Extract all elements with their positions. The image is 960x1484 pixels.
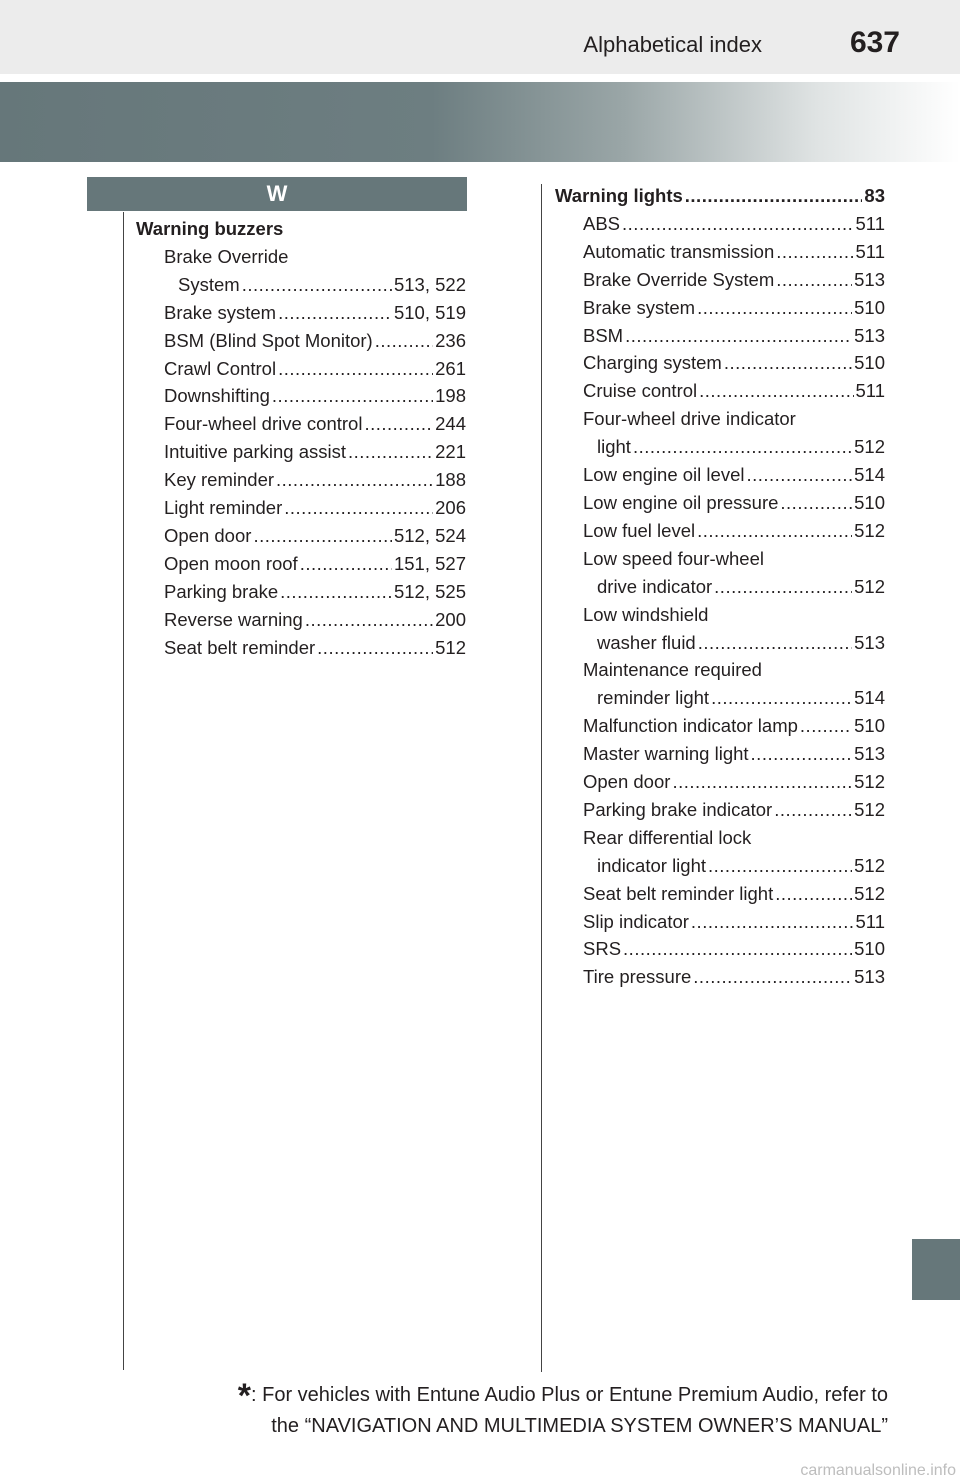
index-entry-line: Low speed four-wheel [583, 547, 764, 569]
index-entry [136, 578, 466, 606]
index-entry [136, 271, 466, 299]
page-ref-link[interactable]: 206 [435, 497, 466, 519]
entry-label: washer fluid [597, 631, 696, 653]
index-entry [136, 606, 466, 634]
index-entry [136, 550, 466, 578]
entry-label: Cruise control [583, 380, 698, 402]
leader-dots [693, 963, 852, 991]
entry-label: Reverse warning [164, 608, 303, 630]
page-ref-link[interactable]: 510 [854, 491, 885, 513]
chapter-banner [0, 82, 960, 162]
index-entry [555, 238, 885, 266]
entry-label: Master warning light [583, 743, 749, 765]
index-entry [136, 355, 466, 383]
index-entry [555, 629, 885, 657]
leader-dots [691, 908, 854, 936]
index-entry [136, 299, 466, 327]
page-ref-link[interactable]: 244 [435, 413, 466, 435]
leader-dots [724, 349, 852, 377]
leader-dots [623, 935, 852, 963]
page-ref-link[interactable]: 512 [854, 854, 885, 876]
leader-dots [625, 322, 852, 350]
entry-label: Slip indicator [583, 910, 689, 932]
index-entry [555, 433, 885, 461]
leader-dots [278, 355, 433, 383]
entry-label: Open door [583, 771, 671, 793]
entry-label: Four-wheel drive control [164, 413, 363, 435]
leader-dots [300, 550, 392, 578]
leader-dots [800, 712, 852, 740]
leader-dots [697, 294, 852, 322]
entry-label: Low engine oil pressure [583, 491, 779, 513]
leader-dots [746, 461, 852, 489]
column-divider [541, 184, 542, 1372]
page-ref-link[interactable]: 513 [854, 324, 885, 346]
page-ref-link[interactable]: 511 [855, 240, 885, 262]
page-ref-link[interactable]: 511 [855, 910, 885, 932]
footnote-line-2: the “NAVIGATION AND MULTIMEDIA SYSTEM OWNER’S MANUAL” [271, 1415, 888, 1437]
page-ref-link[interactable]: 510, 519 [393, 301, 466, 323]
leader-dots [776, 238, 853, 266]
index-heading-warning-lights [555, 182, 885, 210]
index-entry [555, 489, 885, 517]
entry-label: BSM [583, 324, 624, 346]
index-entry [555, 573, 885, 601]
page-ref-link[interactable]: 188 [435, 469, 466, 491]
entry-label: Warning lights [555, 185, 683, 206]
page-ref-link[interactable]: 261 [435, 357, 466, 379]
leader-dots [280, 578, 392, 606]
page-ref-link[interactable]: 510 [854, 938, 885, 960]
leader-dots [714, 573, 852, 601]
index-entry [555, 963, 885, 991]
entry-label: Automatic transmission [583, 240, 775, 262]
index-entry [555, 880, 885, 908]
right-entry-list [555, 210, 885, 991]
entry-label: Brake system [583, 296, 696, 318]
index-entry [136, 634, 466, 662]
entry-label: Malfunction indicator lamp [583, 715, 798, 737]
entry-label: Open door [164, 524, 252, 546]
entry-label: Seat belt reminder [164, 636, 316, 658]
index-entry [555, 684, 885, 712]
footnote-line-1 [143, 1377, 888, 1415]
page-ref-link[interactable]: 513 [854, 743, 885, 765]
page-number: 637 [849, 26, 900, 59]
index-entry [555, 266, 885, 294]
page-ref-link[interactable]: 512 [435, 636, 466, 658]
index-entry [555, 377, 885, 405]
leader-dots [375, 327, 433, 355]
page-ref-link[interactable]: 512, 525 [393, 580, 466, 602]
page-ref-link[interactable]: 221 [435, 441, 466, 463]
index-entry [136, 382, 466, 410]
page-ref-link[interactable]: 514 [854, 464, 885, 486]
entry-label: drive indicator [597, 575, 713, 597]
page-ref-link[interactable]: 510 [854, 715, 885, 737]
page-ref-link[interactable]: 514 [854, 687, 885, 709]
right-column [555, 182, 885, 991]
leader-dots [305, 606, 433, 634]
page-ref-link[interactable]: 513 [854, 268, 885, 290]
entry-label: Open moon roof [164, 552, 298, 574]
page-ref-link[interactable]: 512 [854, 519, 885, 541]
entry-label: Tire pressure [583, 966, 692, 988]
leader-dots [697, 517, 852, 545]
entry-label: ABS [583, 212, 621, 234]
page-ref-link[interactable]: 510 [854, 352, 885, 374]
leader-dots [242, 271, 392, 299]
entry-label: light [597, 436, 631, 458]
entry-label: Parking brake [164, 580, 279, 602]
leader-dots [775, 880, 852, 908]
leader-dots [711, 684, 852, 712]
page-ref-link[interactable]: 513, 522 [393, 273, 466, 295]
index-entry [555, 517, 885, 545]
footnote-text-1: : For vehicles with Entune Audio Plus or Entune Premium Audio, refer to [251, 1384, 888, 1406]
index-entry [555, 210, 885, 238]
entry-label: Brake system [164, 301, 277, 323]
page-ref-link[interactable]: 513 [854, 966, 885, 988]
entry-label: Downshifting [164, 385, 270, 407]
left-column [136, 215, 466, 662]
page-ref-link[interactable]: 512 [854, 882, 885, 904]
page-ref-link[interactable]: 511 [855, 212, 885, 234]
index-entry-line: Low windshield [583, 603, 709, 625]
leader-dots [699, 377, 853, 405]
page-ref-link[interactable]: 511 [855, 380, 885, 402]
page-ref-link[interactable]: 510 [854, 296, 885, 318]
leader-dots [776, 266, 852, 294]
page-ref-link[interactable]: 83 [864, 185, 885, 206]
page-ref-link[interactable]: 200 [435, 608, 466, 630]
index-entry [555, 852, 885, 880]
leader-dots [633, 433, 852, 461]
header-title: Alphabetical index [583, 32, 762, 57]
index-entry [555, 796, 885, 824]
page-header [0, 0, 960, 74]
left-column-rule [123, 212, 124, 1370]
page-ref-link[interactable]: 151, 527 [393, 552, 466, 574]
index-entry [136, 327, 466, 355]
entry-label: Intuitive parking assist [164, 441, 347, 463]
entry-label: BSM (Blind Spot Monitor) [164, 329, 373, 351]
index-entry [136, 410, 466, 438]
index-entry-line: Four-wheel drive indicator [583, 408, 796, 430]
page-ref-link[interactable]: 512 [854, 436, 885, 458]
entry-label: Charging system [583, 352, 722, 374]
index-heading-warning-buzzers: Warning buzzers [136, 218, 284, 239]
index-thumb-tab[interactable] [912, 1239, 960, 1300]
entry-label: Seat belt reminder light [583, 882, 774, 904]
page-ref-link[interactable]: 512 [854, 575, 885, 597]
page-ref-link[interactable]: 236 [435, 329, 466, 351]
leader-dots [272, 382, 433, 410]
index-entry-line: Brake Override [164, 245, 289, 267]
footnote [143, 1377, 888, 1441]
entry-label: SRS [583, 938, 622, 960]
index-entry [555, 349, 885, 377]
leader-dots [774, 796, 852, 824]
index-entry [136, 494, 466, 522]
index-entry [136, 438, 466, 466]
page-ref-link[interactable]: 198 [435, 385, 466, 407]
leader-dots [253, 522, 392, 550]
index-entry [555, 294, 885, 322]
index-entry [555, 740, 885, 768]
leader-dots [685, 182, 863, 210]
index-entry [555, 461, 885, 489]
index-entry [555, 712, 885, 740]
leader-dots [780, 489, 852, 517]
leader-dots [708, 852, 852, 880]
leader-dots [284, 494, 433, 522]
leader-dots [276, 466, 433, 494]
leader-dots [348, 438, 433, 466]
leader-dots [622, 210, 853, 238]
index-entry [555, 908, 885, 936]
leader-dots [278, 299, 392, 327]
entry-label: System [178, 273, 240, 295]
page-ref-link[interactable]: 512 [854, 771, 885, 793]
left-entry-list [136, 299, 466, 662]
section-letter-heading: W [87, 177, 467, 211]
page-ref-link[interactable]: 512 [854, 798, 885, 820]
index-entry-line: Rear differential lock [583, 826, 752, 848]
index-entry-line: Maintenance required [583, 659, 762, 681]
index-entry [136, 466, 466, 494]
entry-label: Low fuel level [583, 519, 696, 541]
entry-label: Crawl Control [164, 357, 277, 379]
entry-label: Key reminder [164, 469, 275, 491]
index-entry [555, 935, 885, 963]
leader-dots [672, 768, 852, 796]
entry-label: reminder light [597, 687, 710, 709]
entry-label: Light reminder [164, 497, 283, 519]
index-entry [136, 522, 466, 550]
watermark: carmanualsonline.info [800, 1462, 956, 1479]
leader-dots [751, 740, 853, 768]
entry-label: Brake Override System [583, 268, 775, 290]
asterisk-marker: * [237, 1377, 251, 1415]
leader-dots [317, 634, 433, 662]
page-ref-link[interactable]: 513 [854, 631, 885, 653]
index-entry [555, 322, 885, 350]
leader-dots [698, 629, 852, 657]
entry-label: indicator light [597, 854, 707, 876]
leader-dots [364, 410, 433, 438]
entry-label: Parking brake indicator [583, 798, 773, 820]
page-ref-link[interactable]: 512, 524 [393, 524, 466, 546]
index-entry [555, 768, 885, 796]
entry-label: Low engine oil level [583, 464, 745, 486]
